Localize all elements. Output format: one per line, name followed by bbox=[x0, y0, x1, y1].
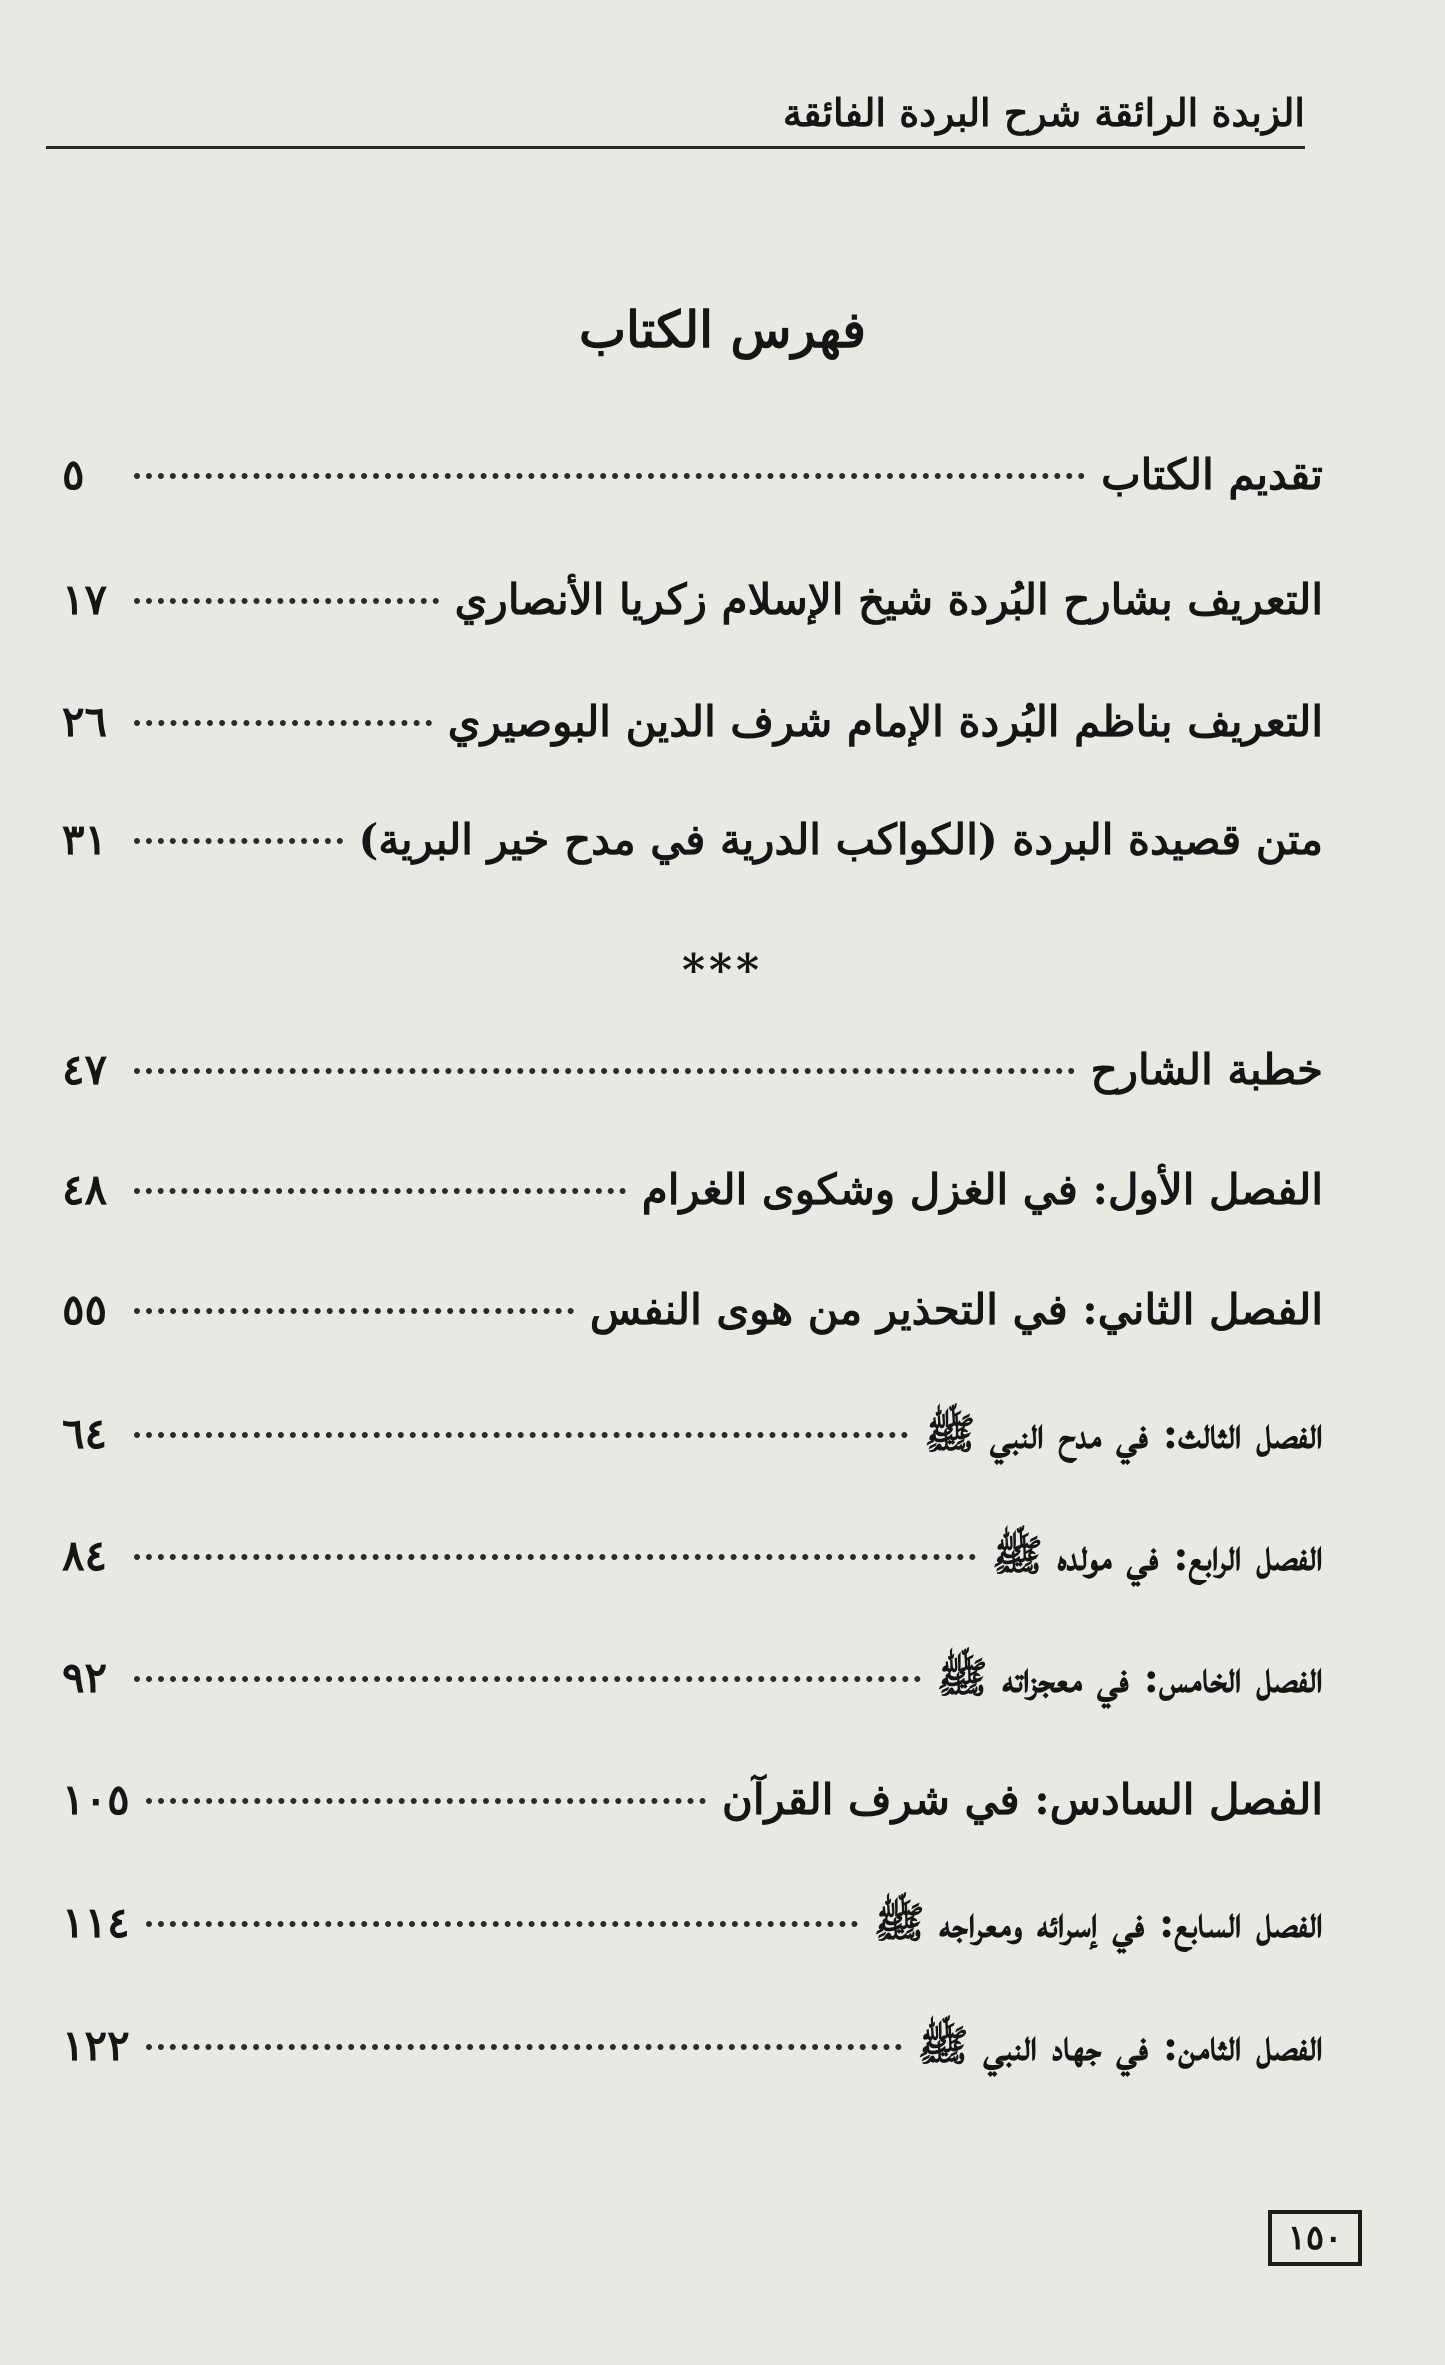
toc-entry-title: الفصل السادس: في شرف القرآن bbox=[721, 1775, 1323, 1824]
toc-entry-title: الفصل الأول: في الغزل وشكوى الغرام bbox=[641, 1165, 1323, 1214]
toc-entry-page: ٩٢ bbox=[62, 1653, 108, 1702]
toc-entry-leader bbox=[134, 473, 1085, 479]
section-separator: *** bbox=[681, 945, 764, 996]
toc-entry bbox=[62, 697, 1323, 777]
toc-entry-page: ١١٤ bbox=[62, 1898, 130, 1947]
toc-entry bbox=[62, 1408, 1323, 1488]
toc-entry bbox=[62, 1897, 1323, 1977]
toc-entry-title: الفصل الرابع: في مولده ﷺ bbox=[992, 1531, 1323, 1580]
toc-entry-page: ٥٥ bbox=[62, 1285, 108, 1334]
toc-entry-page: ٣١ bbox=[62, 815, 108, 864]
toc-entry-leader bbox=[146, 2044, 902, 2050]
toc-entry-leader bbox=[134, 1676, 921, 1682]
running-header: الزبدة الرائقة شرح البردة الفائقة bbox=[782, 90, 1305, 135]
toc-entry-page: ٢٦ bbox=[62, 697, 108, 746]
page-number-box bbox=[1268, 2210, 1362, 2266]
toc-list bbox=[62, 0, 1323, 2365]
toc-entry bbox=[62, 1165, 1323, 1245]
toc-entry bbox=[62, 815, 1323, 895]
toc-entry-leader bbox=[146, 1798, 706, 1804]
toc-entry bbox=[62, 1530, 1323, 1610]
toc-entry-leader bbox=[134, 1554, 976, 1560]
toc-entry bbox=[62, 1652, 1323, 1732]
toc-entry-page: ١٧ bbox=[62, 575, 108, 624]
toc-entry-title: الفصل السابع: في إسرائه ومعراجه ﷺ bbox=[873, 1898, 1323, 1947]
toc-entry-title: الفصل الخامس: في معجزاته ﷺ bbox=[936, 1653, 1323, 1702]
toc-entry-title: الفصل الثاني: في التحذير من هوى النفس bbox=[589, 1285, 1323, 1334]
toc-entry bbox=[62, 1285, 1323, 1365]
toc-entry-title: تقديم الكتاب bbox=[1101, 450, 1323, 499]
toc-entry-title: التعريف بشارح البُردة شيخ الإسلام زكريا الأنصاري bbox=[454, 575, 1323, 624]
toc-entry-page: ٨٤ bbox=[62, 1531, 108, 1580]
toc-entry-leader bbox=[134, 1432, 908, 1438]
toc-entry bbox=[62, 1045, 1323, 1125]
toc-entry-page: ١٢٢ bbox=[62, 2021, 130, 2070]
toc-entry-leader bbox=[134, 1188, 626, 1194]
toc-entry bbox=[62, 1775, 1323, 1855]
toc-entry-title: خطبة الشارح bbox=[1090, 1045, 1323, 1094]
toc-entry bbox=[62, 2020, 1323, 2100]
toc-entry-page: ٤٧ bbox=[62, 1045, 108, 1094]
toc-entry bbox=[62, 450, 1323, 530]
toc-entry-page: ٦٤ bbox=[62, 1409, 108, 1458]
toc-title: فهرس الكتاب bbox=[578, 300, 867, 359]
toc-entry-page: ١٠٥ bbox=[62, 1775, 130, 1824]
toc-entry-page: ٥ bbox=[62, 450, 85, 499]
toc-entry-leader bbox=[134, 1308, 574, 1314]
toc-entry-leader bbox=[134, 720, 432, 726]
toc-entry-leader bbox=[146, 1921, 858, 1927]
toc-entry-leader bbox=[134, 1068, 1075, 1074]
toc-entry bbox=[62, 575, 1323, 655]
toc-entry-leader bbox=[134, 598, 439, 604]
toc-entry-leader bbox=[134, 838, 343, 844]
toc-entry-title: الفصل الثامن: في جهاد النبي ﷺ bbox=[917, 2021, 1323, 2070]
toc-entry-title: التعريف بناظم البُردة الإمام شرف الدين البوصيري bbox=[447, 697, 1323, 746]
toc-entry-title: متن قصيدة البردة (الكواكب الدرية في مدح خير البرية) bbox=[358, 815, 1323, 864]
toc-entry-page: ٤٨ bbox=[62, 1165, 108, 1214]
page-number: ١٥٠ bbox=[1287, 2218, 1343, 2258]
toc-entry-title: الفصل الثالث: في مدح النبي ﷺ bbox=[924, 1409, 1323, 1458]
